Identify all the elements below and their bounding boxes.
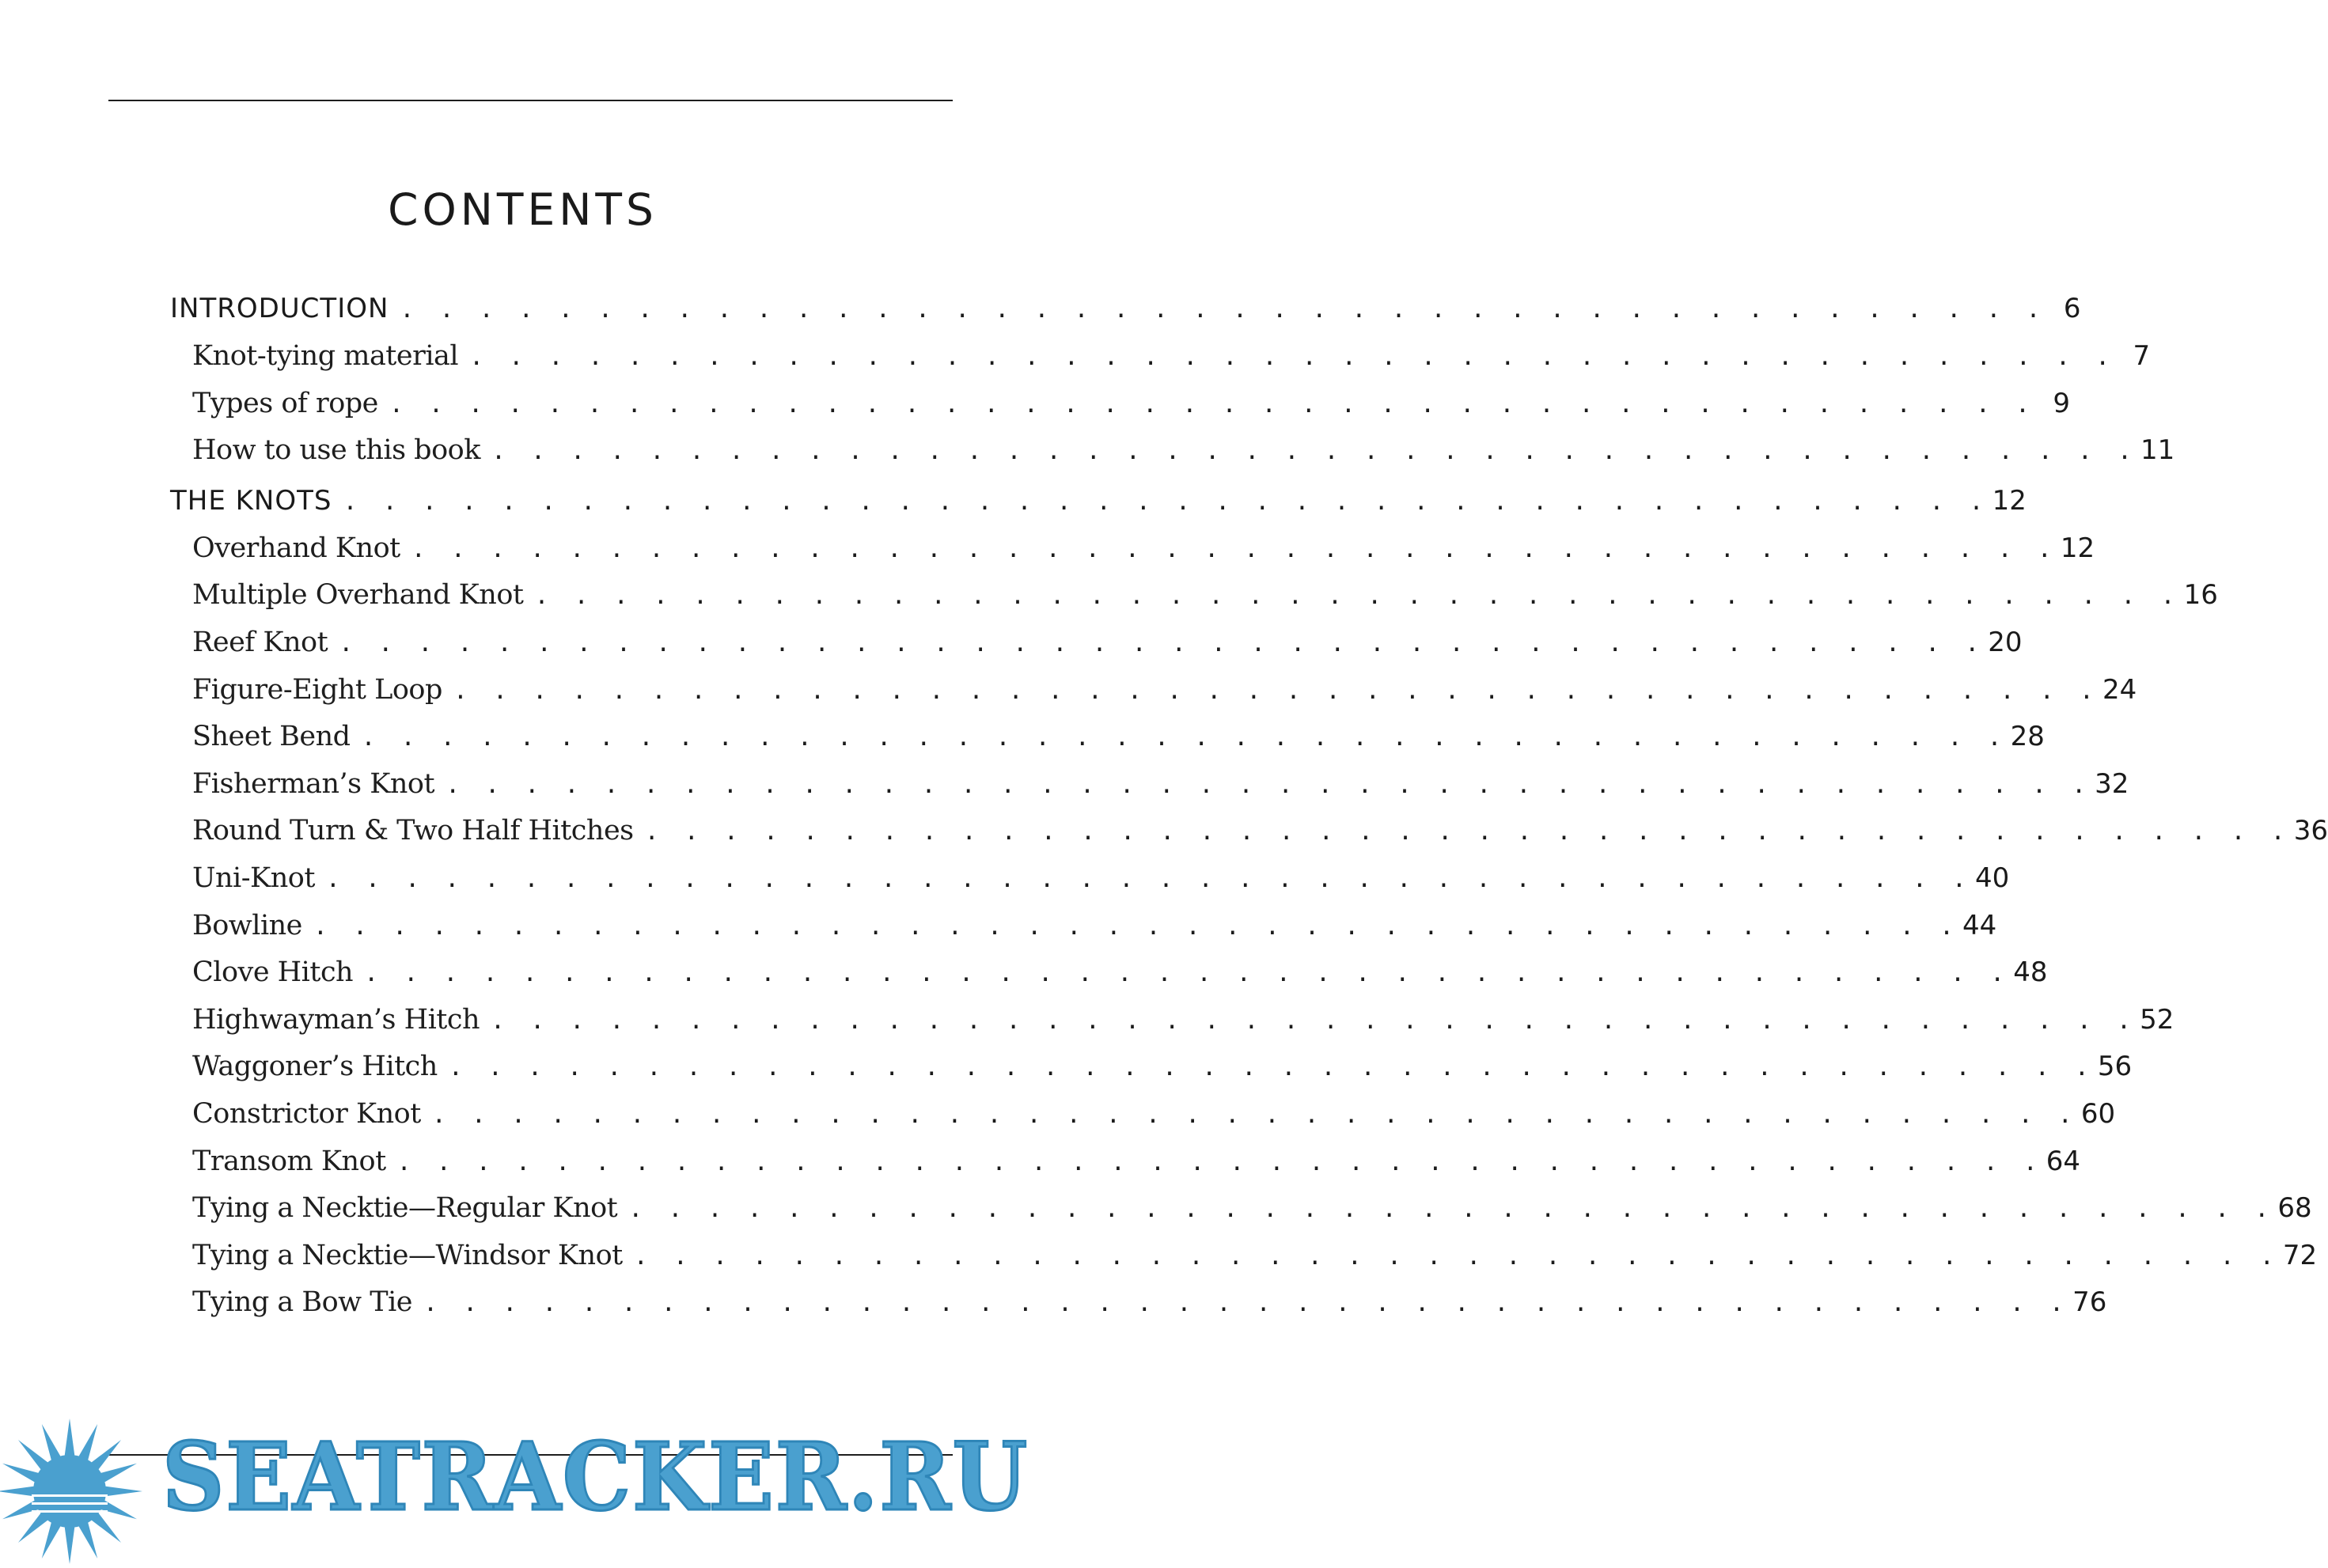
dot-leader: . . . . . . . . . . . . . . . . . . . . . . . . . . . . . . . . . . . . . . . . . . (534, 582, 2181, 611)
toc-page-number: 76 (2072, 1286, 2107, 1319)
dot-leader: . . . . . . . . . . . . . . . . . . . . . . . . . . . . . . . . . . . . . . . . . . (628, 1195, 2275, 1224)
page-title: CONTENTS (388, 184, 658, 235)
toc-label: Uni-Knot (192, 862, 315, 894)
toc-label: Tying a Bow Tie (192, 1286, 413, 1319)
toc-page-number: 60 (2080, 1097, 2116, 1130)
dot-leader: . . . . . . . . . . . . . . . . . . . . . . . . . . . . . . . . . . . . . . . . . . (389, 390, 2036, 419)
toc-page-number: 24 (2102, 673, 2137, 706)
dot-leader: . . . . . . . . . . . . . . . . . . . . . . . . . . . . . . . . . . . . . . . . . . (364, 960, 2011, 988)
toc-label: Round Turn & Two Half Hitches (192, 815, 634, 847)
toc-entry (170, 579, 2218, 627)
toc-page-number: 9 (2053, 387, 2071, 419)
toc-page-number: 16 (2183, 579, 2218, 612)
toc-entry (170, 815, 2328, 862)
toc-label: Waggoner’s Hitch (192, 1051, 438, 1083)
toc-entry (170, 1051, 2133, 1098)
toc-entry (170, 767, 2129, 816)
dot-leader: . . . . . . . . . . . . . . . . . . . . . . . . . . . . . . . . . . . . . . . . . . (446, 771, 2092, 799)
dot-leader: . . . . . . . . . . . . . . . . . . . . . . . . . . . . . . . . . . . . . . . . . . (644, 818, 2291, 846)
toc-label: Bowline (192, 909, 302, 941)
table-of-contents (170, 293, 2328, 1334)
toc-label: Knot-tying material (192, 340, 459, 372)
toc-entry (170, 909, 1997, 957)
dot-leader: . . . . . . . . . . . . . . . . . . . . . . . . . . . . . . . . . . . . . . . . . . (313, 912, 1960, 941)
toc-page-number: 40 (1975, 862, 2010, 894)
toc-page-number: 44 (1962, 909, 1997, 941)
top-rule (108, 100, 953, 101)
toc-label: Highwayman’s Hitch (192, 1003, 480, 1036)
dot-leader: . . . . . . . . . . . . . . . . . . . . . . . . . . . . . . . . . . . . . . . . . . (448, 1054, 2095, 1082)
toc-entry (170, 1145, 2081, 1193)
dot-leader: . . . . . . . . . . . . . . . . . . . . . . . . . . . . . . . . . . . . . . . . . . (423, 1290, 2070, 1318)
toc-page-number: 48 (2013, 956, 2048, 989)
toc-entry (170, 1003, 2174, 1051)
toc-page-number: 72 (2282, 1239, 2318, 1271)
toc-entry (170, 721, 2045, 768)
dot-leader: . . . . . . . . . . . . . . . . . . . . . . . . . . . . . . . . . . . . . . . . . . (343, 487, 1989, 516)
toc-page-number: 12 (1992, 484, 2027, 517)
toc-entry (170, 1239, 2318, 1287)
dot-leader: . . . . . . . . . . . . . . . . . . . . . . . . . . . . . . . . . . . . . . . . . . (633, 1242, 2280, 1271)
toc-label: Clove Hitch (192, 956, 354, 989)
toc-label: Tying a Necktie—Windsor Knot (192, 1239, 623, 1271)
dot-leader: . . . . . . . . . . . . . . . . . . . . . . . . . . . . . . . . . . . . . . . . . . (469, 343, 2116, 371)
dot-leader: . . . . . . . . . . . . . . . . . . . . . . . . . . . . . . . . . . . . . . . . . . (453, 676, 2099, 705)
toc-entry (170, 1286, 2107, 1334)
toc-label: Sheet Bend (192, 721, 351, 753)
toc-entry (170, 956, 2048, 1004)
toc-page-number: 68 (2277, 1192, 2312, 1225)
toc-label: Types of rope (192, 387, 378, 419)
toc-entry (170, 387, 2071, 435)
dot-leader: . . . . . . . . . . . . . . . . . . . . . . . . . . . . . . . . . . . . . . . . . . (325, 865, 1972, 893)
toc-label: Figure-Eight Loop (192, 673, 442, 706)
dot-leader: . . . . . . . . . . . . . . . . . . . . . . . . . . . . . . . . . . . . . . . . . . (400, 296, 2046, 324)
toc-page-number: 56 (2097, 1051, 2133, 1083)
toc-label: THE KNOTS (170, 484, 332, 517)
dot-leader: . . . . . . . . . . . . . . . . . . . . . . . . . . . . . . . . . . . . . . . . . . (361, 724, 2008, 752)
toc-entry (170, 340, 2151, 388)
toc-section (170, 293, 2081, 340)
toc-label: Tying a Necktie—Regular Knot (192, 1192, 618, 1225)
toc-entry (170, 532, 2095, 580)
dot-leader: . . . . . . . . . . . . . . . . . . . . . . . . . . . . . . . . . . . . . . . . . . (339, 629, 1985, 657)
dot-leader: . . . . . . . . . . . . . . . . . . . . . . . . . . . . . . . . . . . . . . . . . . (431, 1100, 2078, 1129)
toc-entry (170, 862, 2010, 910)
toc-entry (170, 1192, 2312, 1240)
toc-page-number: 20 (1988, 626, 2023, 658)
toc-entry (170, 673, 2137, 722)
toc-page-number: 7 (2133, 340, 2151, 372)
toc-section (170, 484, 2027, 532)
toc-page-number: 6 (2063, 293, 2081, 324)
toc-entry (170, 1097, 2116, 1146)
toc-label: How to use this book (192, 434, 480, 467)
toc-page-number: 32 (2095, 767, 2129, 800)
dot-leader: . . . . . . . . . . . . . . . . . . . . . . . . . . . . . . . . . . . . . . . . . . (491, 437, 2138, 466)
toc-label: Transom Knot (192, 1145, 386, 1177)
toc-page-number: 36 (2293, 815, 2328, 847)
toc-label: INTRODUCTION (170, 293, 389, 324)
watermark-text: SEATRACKER.RU (162, 1422, 1029, 1532)
toc-page-number: 12 (2060, 532, 2095, 564)
dot-leader: . . . . . . . . . . . . . . . . . . . . . . . . . . . . . . . . . . . . . . . . . . (396, 1148, 2043, 1176)
toc-entry (170, 626, 2023, 674)
toc-label: Fisherman’s Knot (192, 767, 435, 800)
toc-page-number: 52 (2140, 1003, 2174, 1036)
toc-label: Reef Knot (192, 626, 328, 658)
toc-entry (170, 434, 2175, 482)
toc-label: Multiple Overhand Knot (192, 579, 524, 612)
toc-page-number: 11 (2140, 434, 2175, 467)
toc-label: Constrictor Knot (192, 1097, 421, 1130)
dot-leader: . . . . . . . . . . . . . . . . . . . . . . . . . . . . . . . . . . . . . . . . . . (491, 1006, 2137, 1035)
toc-label: Overhand Knot (192, 532, 400, 564)
dot-leader: . . . . . . . . . . . . . . . . . . . . . . . . . . . . . . . . . . . . . . . . . . (411, 535, 2057, 563)
toc-page-number: 64 (2046, 1145, 2081, 1177)
toc-page-number: 28 (2010, 721, 2045, 753)
sun-icon (0, 1418, 142, 1564)
